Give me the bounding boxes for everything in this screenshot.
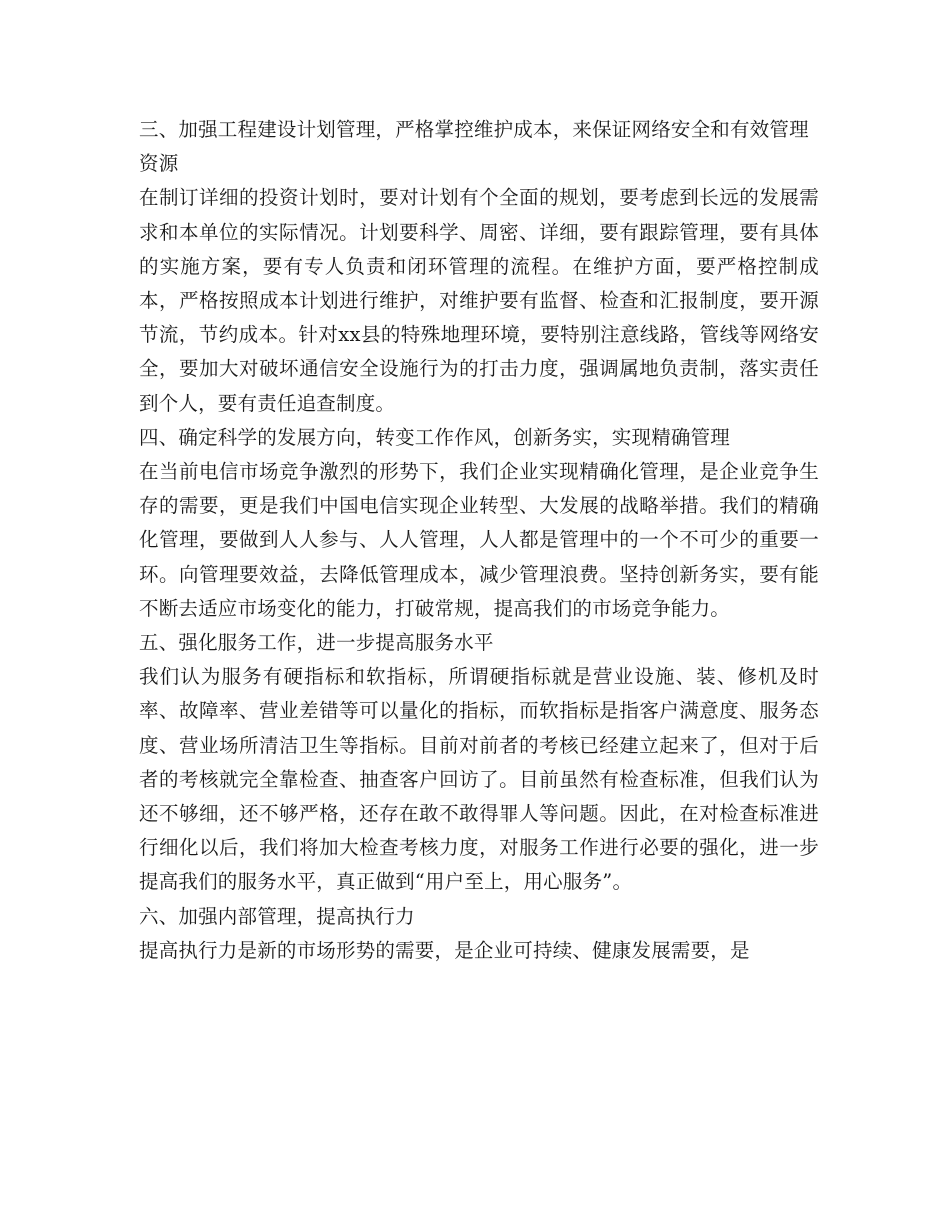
section-heading: 五、强化服务工作，进一步提高服务水平 <box>139 631 494 655</box>
document-body <box>139 113 819 968</box>
section-heading: 三、加强工程建设计划管理，严格掌控维护成本，来保证网络安全和有效管理资源 <box>139 118 809 176</box>
section-heading: 四、确定科学的发展方向，转变工作作风，创新务实，实现精确管理 <box>139 425 731 449</box>
section-paragraph: 在制订详细的投资计划时，要对计划有个全面的规划，要考虑到长远的发展需求和本单位的实际情况。计划要科学、周密、详细，要有跟踪管理，要有具体的实施方案，要有专人负责和闭环管理的流程。在维护方面，要严格控制成本，严格按照成本计划进行维护，对维护要有监督、检查和汇报制度，要开源节流，节约成本。针对xx县的特殊地理环境，要特别注意线路，管线等网络安全，要加大对破坏通信安全设施行为的打击力度，强调属地负责制，落实责任到个人，要有责任追查制度。 <box>139 186 819 415</box>
section-heading: 六、加强内部管理，提高执行力 <box>139 904 415 928</box>
section-paragraph: 提高执行力是新的市场形势的需要，是企业可持续、健康发展需要，是 <box>139 938 750 962</box>
section-paragraph: 我们认为服务有硬指标和软指标，所谓硬指标就是营业设施、装、修机及时率、故障率、营业差错等可以量化的指标，而软指标是指客户满意度、服务态度、营业场所清洁卫生等指标。目前对前者的考核已经建立起来了，但对于后者的考核就完全靠检查、抽查客户回访了。目前虽然有检查标准，但我们认为还不够细，还不够严格，还存在敢不敢得罪人等问题。因此，在对检查标准进行细化以后，我们将加大检查考核力度，对服务工作进行必要的强化，进一步提高我们的服务水平，真正做到“用户至上，用心服务”。 <box>139 665 819 894</box>
section-paragraph: 在当前电信市场竞争激烈的形势下，我们企业实现精确化管理，是企业竞争生存的需要，更是我们中国电信实现企业转型、大发展的战略举措。我们的精确化管理，要做到人人参与、人人管理，人人都是管理中的一个不可少的重要一环。向管理要效益，去降低管理成本，减少管理浪费。坚持创新务实，要有能不断去适应市场变化的能力，打破常规，提高我们的市场竞争能力。 <box>139 460 819 620</box>
